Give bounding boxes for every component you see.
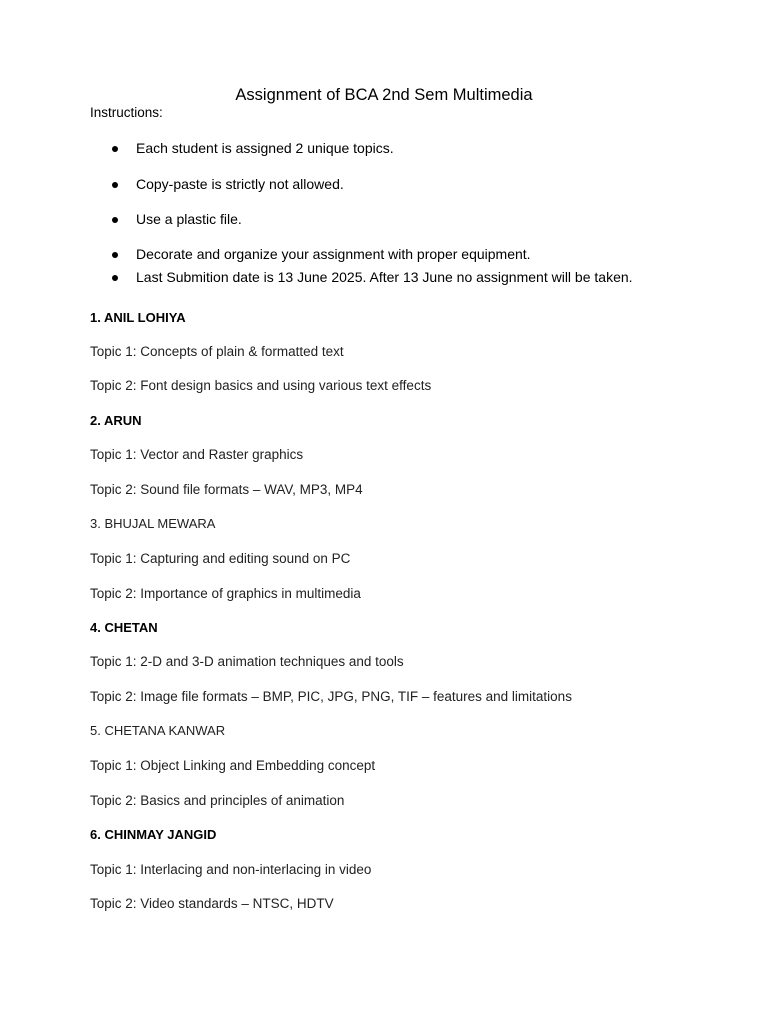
topic-line: Topic 1: Concepts of plain & formatted text	[90, 344, 344, 359]
bullet-icon	[112, 252, 118, 258]
instruction-text: Use a plastic file.	[136, 211, 242, 227]
bullet-icon	[112, 146, 118, 152]
student-heading: 1. ANIL LOHIYA	[90, 310, 186, 325]
topic-line: Topic 1: Vector and Raster graphics	[90, 447, 304, 462]
topic-line: Topic 2: Importance of graphics in multimedia	[90, 586, 361, 601]
student-heading: 3. BHUJAL MEWARA	[90, 516, 216, 531]
topic-line: Topic 1: Capturing and editing sound on PC	[90, 551, 351, 566]
student-heading: 6. CHINMAY JANGID	[90, 827, 217, 842]
instruction-text: Last Submition date is 13 June 2025. After 13 June no assignment will be taken.	[136, 269, 633, 285]
instructions-label	[90, 105, 163, 120]
bullet-icon	[112, 182, 118, 188]
topic-line: Topic 2: Image file formats – BMP, PIC, JPG, PNG, TIF – features and limitations	[90, 689, 572, 704]
bullet-icon	[112, 217, 118, 223]
instructions-colon: :	[159, 105, 163, 120]
instruction-text: Copy-paste is strictly not allowed.	[136, 176, 344, 192]
page-title: Assignment of BCA 2nd Sem Multimedia	[235, 86, 533, 104]
topic-line: Topic 1: Interlacing and non-interlacing in video	[90, 862, 372, 877]
topic-line: Topic 2: Video standards – NTSC, HDTV	[90, 896, 334, 911]
topic-line: Topic 1: Object Linking and Embedding concept	[90, 758, 376, 773]
instruction-text: Each student is assigned 2 unique topics.	[136, 140, 394, 156]
topic-line: Topic 1: 2-D and 3-D animation techniques and tools	[90, 654, 404, 669]
bullet-icon	[112, 275, 118, 281]
instructions-label-text: Instructions	[90, 105, 160, 120]
student-heading: 5. CHETANA KANWAR	[90, 723, 226, 738]
topic-line: Topic 2: Font design basics and using various text effects	[90, 378, 432, 393]
topic-line: Topic 2: Sound file formats – WAV, MP3, MP4	[90, 482, 363, 497]
topic-line: Topic 2: Basics and principles of animation	[90, 793, 345, 808]
instruction-text: Decorate and organize your assignment with proper equipment.	[136, 246, 531, 262]
student-heading: 2. ARUN	[90, 413, 142, 428]
student-heading: 4. CHETAN	[90, 620, 158, 635]
